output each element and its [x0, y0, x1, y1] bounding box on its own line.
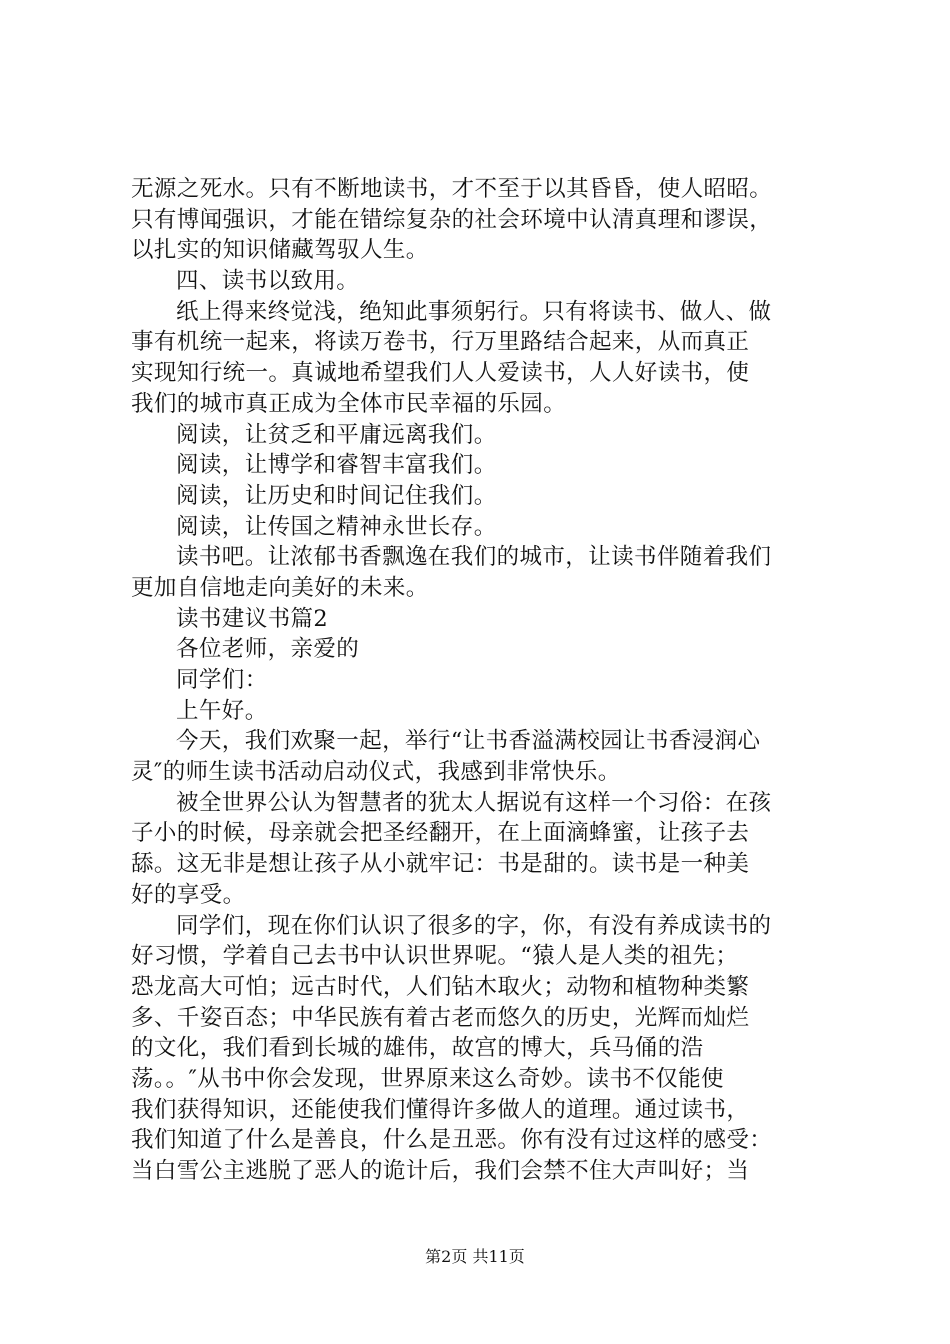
text-line: 灵″的师生读书活动启动仪式，我感到非常快乐。: [131, 759, 621, 786]
text-line: 无源之死水。只有不断地读书，才不至于以其昏昏，使人昭昭。: [131, 176, 773, 202]
text-line: 读书吧。让浓郁书香飘逸在我们的城市，让读书伴随着我们: [176, 544, 772, 571]
text-line: 上午好。: [176, 697, 268, 724]
text-line: 好的享受。: [131, 881, 246, 908]
text-line: 我们的城市真正成为全体市民幸福的乐园。: [131, 390, 567, 417]
text-line: 实现知行统一。真诚地希望我们人人爱读书，人人好读书，使: [131, 360, 750, 387]
text-line: 以扎实的知识储藏驾驭人生。: [131, 237, 429, 264]
text-line: 我们获得知识，还能使我们懂得许多做人的道理。通过读书，: [131, 1096, 750, 1123]
text-line: 四、读书以致用。: [176, 268, 360, 295]
text-line: 更加自信地走向美好的未来。: [131, 574, 429, 601]
text-line: 读书建议书篇2: [176, 605, 329, 632]
page-footer: 第2页 共11页: [425, 1247, 525, 1266]
text-line: 各位老师，亲爱的: [176, 636, 360, 663]
text-line: 今天，我们欢聚一起，举行“让书香溢满校园让书香浸润心: [176, 728, 761, 755]
text-line: 阅读，让历史和时间记住我们。: [176, 482, 497, 509]
text-line: 多、千姿百态；中华民族有着古老而悠久的历史，光辉而灿烂: [131, 1004, 750, 1031]
text-line: 阅读，让贫乏和平庸远离我们。: [176, 421, 497, 448]
text-line: 的文化，我们看到长城的雄伟，故宫的博大，兵马俑的浩: [131, 1035, 704, 1062]
text-line: 好习惯，学着自己去书中认识世界呢。“猿人是人类的祖先；: [131, 943, 739, 970]
text-line: 事有机统一起来，将读万卷书，行万里路结合起来，从而真正: [131, 329, 750, 356]
text-line: 纸上得来终觉浅，绝知此事须躬行。只有将读书、做人、做: [176, 298, 772, 325]
text-line: 被全世界公认为智慧者的犹太人据说有这样一个习俗：在孩: [176, 789, 772, 816]
text-line: 恐龙高大可怕；远古时代，人们钻木取火；动物和植物种类繁: [131, 973, 750, 1000]
text-line: 同学们，现在你们认识了很多的字，你，有没有养成读书的: [176, 912, 772, 939]
text-line: 荡。。″从书中你会发现，世界原来这么奇妙。读书不仅能使: [131, 1065, 724, 1092]
text-line: 舔。这无非是想让孩子从小就牢记：书是甜的。读书是一种美: [131, 851, 750, 878]
text-line: 同学们：: [176, 667, 268, 693]
text-line: 阅读，让博学和睿智丰富我们。: [176, 452, 497, 479]
text-line: 当白雪公主逃脱了恶人的诡计后，我们会禁不住大声叫好；当: [131, 1158, 750, 1184]
text-line: 子小的时候，母亲就会把圣经翻开，在上面滴蜂蜜，让孩子去: [131, 820, 750, 847]
text-line: 只有博闻强识，才能在错综复杂的社会环境中认清真理和谬误，: [131, 206, 773, 233]
text-line: 我们知道了什么是善良，什么是丑恶。你有没有过这样的感受：: [131, 1127, 773, 1154]
text-line: 阅读，让传国之精神永世长存。: [176, 513, 497, 540]
document-body: [131, 174, 831, 1187]
